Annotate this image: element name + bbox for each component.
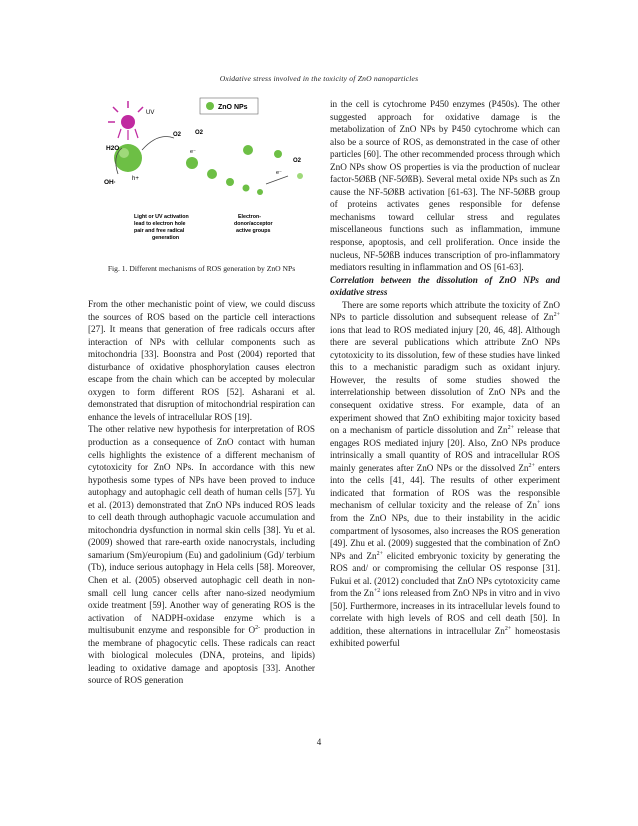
running-header: Oxidative stress involved in the toxicity of ZnO nanoparticles — [219, 74, 419, 83]
uv-label: UV — [146, 110, 155, 116]
zno-particle-2 — [186, 157, 198, 169]
h2o-label: H2O — [106, 145, 120, 152]
zno-particle-3 — [207, 169, 217, 179]
left-note-line: generation — [152, 235, 180, 241]
right-column — [330, 98, 560, 650]
ros-mechanism-diagram — [88, 96, 315, 264]
zno-particle-7 — [243, 145, 253, 155]
zno-particle-6 — [257, 189, 263, 195]
hole-label: h+ — [132, 176, 139, 182]
left-note-line: Light or UV activation — [134, 214, 189, 220]
o2-label-2: O2 — [195, 130, 204, 136]
zno-legend-label: ZnO NPs — [218, 104, 248, 111]
right-note-line: Electron- — [238, 214, 261, 220]
left-column — [88, 298, 315, 687]
figure-1 — [88, 96, 315, 264]
page-number: 4 — [316, 737, 322, 747]
uv-lamp-icon — [108, 101, 143, 140]
zno-particle-5 — [243, 185, 250, 192]
zno-particle-8 — [274, 150, 282, 158]
right-note-line: donor/acceptor — [234, 221, 273, 227]
right-note-line: active groups — [236, 228, 271, 234]
zno-particle-4 — [226, 178, 234, 186]
right-arrow-1 — [266, 176, 288, 184]
figure-caption: Fig. 1. Different mechanisms of ROS generation by ZnO NPs — [107, 264, 296, 273]
section-heading: Correlation between the dissolution of ZnO NPs and oxidative stress — [330, 274, 560, 298]
right-paragraph-2: There are some reports which attribute the toxicity of ZnO NPs to particle dissolution and subsequent release of $Zn^{2+}$ ions that lead to ROS mediated injury [20, 46, 48]. Although there are several publications which attribute ZnO NPs cytotoxicity to its dissolution, few of these studies have linked this to a mechanistic paradigm such as oxidant injury. However, the results of some studies showed the interrelationship between dissolution of ZnO NPs and the consequent oxidative stress. For example, data of an experiment showed that ZnO exhibiting major toxicity based on a mechanism of particle dissolution and $Zn^{2+}$ release that engages ROS mediated injury [20]. Also, ZnO NPs produce intrinsically a small quantity of ROS and intracellular ROS mainly generates after ZnO NPs or the dissolved $Zn^{2+}$ enters into the cells [41, 44]. The results of other experiment indicated that formation of ROS was the responsible mechanism of cellular toxicity and the release of Zn+ ions from the ZnO NPs, due to their instability in the acidic compartment of lysosomes, also increases the ROS generation [49]. Zhu et al. (2009) suggested that the combination of ZnO NPs and $Zn^{2+}$ elicited embryonic toxicity by generating the ROS and/ or compromising the cellular OS response [31]. Fukui et al. (2012) concluded that ZnO NPs cytotoxicity came from the $Zn^{+2}$ ions released from ZnO NPs in vitro and in vivo [50]. Furthermore, increases in its intracellular levels found to correlate with high levels of ROS and cell death [50]. In addition, these alternations in intracellular $Zn^{2+}$ homeostasis exhibited powerful — [330, 299, 561, 649]
left-paragraph-1: From the other mechanistic point of view, we could discuss the sources of ROS based on the particle cell interactions [27]. It means that generation of free radicals occurs after interaction of NPs with cellular components such as mitochondria [33]. Boonstra and Post (2004) reported that disturbance of oxidative phosphorylation causes electron escape from the chain which can be accepted by molecular oxygen to form different ROS [52]. Asharani et al. demonstrated that disruption of mitochondrial respiration can enhance the levels of intracellular ROS [19]. — [88, 299, 315, 422]
o2-label-3: O2 — [293, 158, 302, 164]
o2-label-1: O2 — [173, 132, 182, 138]
right-note — [234, 214, 273, 234]
left-note-line: lead to electron hole — [134, 221, 186, 227]
zno-legend-dot — [206, 102, 214, 110]
left-note — [134, 214, 189, 241]
right-paragraph-1: in the cell is cytochrome P450 enzymes (P450s). The other suggested approach for oxidative damage is the metabolization of ZnO NPs by P450 cytochrome which can also be a source of ROS, as demonstrated in the case of other particles [60]. The other recommended process through which ZnO NPs show OS properties is via the production of nuclear factor-5ØßB (NF-5ØßB). Several metal oxide NPs such as Zn cause the NF-5ØßB activation [61-63]. The NF-5ØßB group of proteins activates genes responsible for defense mechanisms toward cellular stress and regulates miscellaneous functions such as inflammation, immune response, apoptosis, and cell proliferation. Once inside the nucleus, NF-5ØßB induces transcription of pro-inflammatory mediators resulting in inflammation and OS [61-63]. — [330, 99, 560, 273]
electron-label-2: e⁻ — [276, 170, 282, 176]
oh-label: OH· — [104, 179, 116, 186]
electron-transfer-arrow — [142, 137, 174, 151]
electron-label-1: e⁻ — [190, 149, 196, 155]
left-note-line: pair and free radical — [134, 228, 185, 234]
left-paragraph-2: The other relative new hypothesis for interpretation of ROS production as a consequence of ZnO contact with human cells highlights the existence of a different mechanism of cytotoxicity for ZnO NPs. In accordance with this new hypothesis some types of NPs have been proved to induce autophagy and autophagic cell death of human cells [57]. Yu et al. (2013) demonstrated that ZnO NPs induced ROS leads to cell death through authophagic vacuole accumulation and mitochondria dysfunction in normal skin cells [38]. Yu et al. (2009) showed that rare-earth oxide nanocrystals, including samarium (Sm)/europium (Eu) and gadolinium (Gd)/ terbium (Tb), induce serious autophagy in Hela cells [58]. Moreover, Chen et al. (2005) observed autophagic cell death in non-small cell lung cancer cells after nano-sized neodymium oxide treatment [59]. Another way of generating ROS is the activation of NADPH-oxidase enzyme which is a multisubunit enzyme and responsible for $O^{2-}$ production in the membrane of phagocytic cells. These radicals can react with biological molecules (DNA, proteins, and lipids) leading to oxidative damage and apoptosis [33]. Another source of ROS generation — [88, 424, 315, 686]
